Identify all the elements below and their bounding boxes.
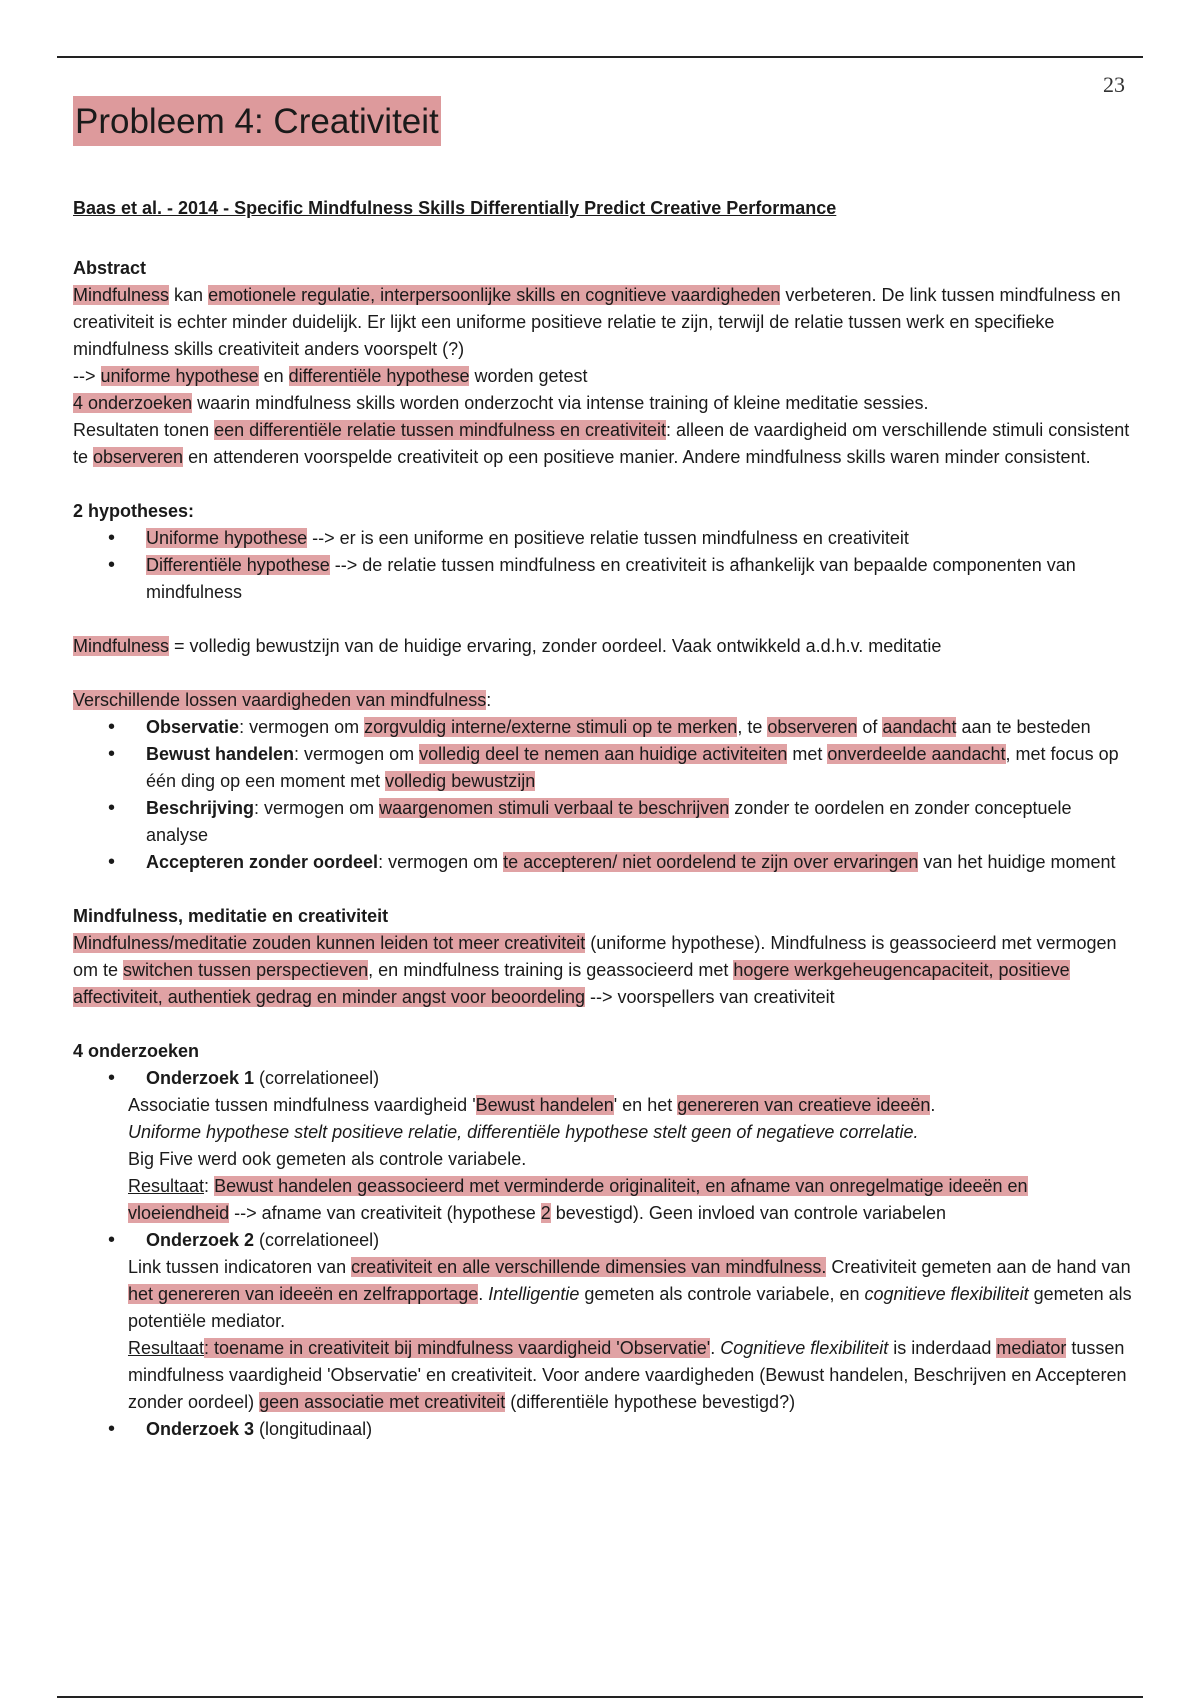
text: , te (737, 717, 768, 737)
highlight: differentiële hypothese (288, 366, 470, 386)
text: gemeten als potentiële mediator. (128, 1284, 1132, 1331)
text: . (930, 1095, 936, 1115)
study-result (128, 1335, 1133, 1416)
abstract-paragraph (73, 417, 1133, 471)
page-title: Probleem 4: Creativiteit (73, 96, 441, 146)
result-label: Resultaat (128, 1176, 205, 1196)
skills-section (73, 687, 1133, 876)
highlight: switchen tussen perspectieven (123, 960, 369, 980)
italic-text: Uniforme hypothese stelt positieve relatie, differentiële hypothese stelt geen of negatieve correlatie. (128, 1122, 919, 1142)
text: Resultaten tonen (73, 420, 215, 440)
study-line (128, 1119, 1133, 1146)
highlight: Mindfulness (73, 636, 170, 656)
text: --> (73, 366, 101, 386)
study-name: Onderzoek 1 (146, 1068, 255, 1088)
text: Creativiteit gemeten aan de hand van (826, 1257, 1131, 1277)
abstract-paragraph (73, 282, 1133, 363)
text: zonder te oordelen en zonder conceptuele analyse (146, 798, 1072, 845)
highlight: onverdeelde aandacht (827, 744, 1006, 764)
hypotheses-list (73, 525, 1133, 606)
text: (differentiële hypothese bevestigd?) (505, 1392, 796, 1412)
skill-term: Beschrijving (146, 798, 255, 818)
text: worden getest (469, 366, 588, 386)
text: (uniforme hypothese). Mindfulness is geassocieerd met vermogen om te (73, 933, 1117, 980)
skill-term: Accepteren zonder oordeel (146, 852, 379, 872)
study-type: (correlationeel) (254, 1068, 380, 1088)
text: : alleen de vaardigheid om verschillende stimuli consistent te (73, 420, 1130, 467)
studies-section (73, 1038, 1133, 1443)
text: : vermogen om (254, 798, 380, 818)
page-number: 23 (1103, 72, 1125, 97)
highlight: een differentiële relatie tussen mindfulness en creativiteit (214, 420, 667, 440)
study-type: (correlationeel) (254, 1230, 380, 1250)
text: met (787, 744, 828, 764)
text: : vermogen om (239, 717, 365, 737)
highlight: Bewust handelen (475, 1095, 614, 1115)
list-item (146, 741, 1133, 795)
study-body (128, 1092, 1133, 1227)
skills-list (73, 714, 1133, 876)
skills-heading (73, 687, 1133, 714)
highlight: observeren (767, 717, 858, 737)
text: --> er is een uniforme en positieve relatie tussen mindfulness en creativiteit (307, 528, 909, 548)
text: . (478, 1284, 489, 1304)
result-label: Resultaat (128, 1338, 205, 1358)
study-title (146, 1065, 1133, 1092)
study-line: Big Five werd ook gemeten als controle variabele. (128, 1149, 527, 1169)
text: --> afname van creativiteit (hypothese (229, 1203, 541, 1223)
abstract-paragraph (73, 363, 1133, 390)
bottom-rule (57, 1696, 1143, 1698)
list-item (146, 552, 1133, 606)
study-name: Onderzoek 3 (146, 1419, 255, 1439)
text: --> de relatie tussen mindfulness en creativiteit is afhankelijk van bepaalde componenten van mindfulness (146, 555, 1076, 602)
hypotheses-section (73, 498, 1133, 606)
text: = volledig bewustzijn van de huidige ervaring, zonder oordeel. Vaak ontwikkeld a.d.h.v. meditatie (169, 636, 942, 656)
document-content (73, 96, 1133, 1443)
text: aan te besteden (956, 717, 1091, 737)
mmc-paragraph (73, 930, 1133, 1011)
text: : (486, 690, 492, 710)
text: : (204, 1176, 215, 1196)
text: : vermogen om (378, 852, 504, 872)
hypotheses-heading: 2 hypotheses: (73, 501, 195, 521)
highlight: zorgvuldig interne/externe stimuli op te merken (364, 717, 738, 737)
skill-term: Bewust handelen (146, 744, 295, 764)
highlight: emotionele regulatie, interpersoonlijke skills en cognitieve vaardigheden (208, 285, 781, 305)
highlight: aandacht (882, 717, 957, 737)
highlight: uniforme hypothese (100, 366, 259, 386)
highlight: observeren (93, 447, 184, 467)
study-item (146, 1416, 1133, 1443)
text: van het huidige moment (918, 852, 1116, 872)
text: kan (169, 285, 209, 305)
text: en attenderen voorspelde creativiteit op een positieve manier. Andere mindfulness skills waren minder consistent. (183, 447, 1091, 467)
italic-text: Cognitieve flexibiliteit (720, 1338, 889, 1358)
article-reference: Baas et al. - 2014 - Specific Mindfulness Skills Differentially Predict Creative Performance (73, 198, 837, 218)
list-item (146, 714, 1133, 741)
list-item (146, 525, 1133, 552)
mmc-section (73, 903, 1133, 1011)
highlight: volledig bewustzijn (385, 771, 536, 791)
text: . (710, 1338, 721, 1358)
top-rule (57, 56, 1143, 58)
highlight: geen associatie met creativiteit (259, 1392, 506, 1412)
highlight: hogere werkgeheugencapaciteit, positieve affectiviteit, authentiek gedrag en minder angst voor beoordeling (73, 960, 1070, 1007)
highlight: Uniforme hypothese (146, 528, 308, 548)
text: Link tussen indicatoren van (128, 1257, 352, 1277)
highlight: waargenomen stimuli verbaal te beschrijven (379, 798, 730, 818)
definition (73, 633, 1133, 660)
studies-heading: 4 onderzoeken (73, 1041, 200, 1061)
abstract-body (73, 282, 1133, 471)
list-item (146, 795, 1133, 849)
study-type: (longitudinaal) (254, 1419, 373, 1439)
text: en (258, 366, 289, 386)
highlight: Differentiële hypothese (146, 555, 330, 575)
text: tussen mindfulness vaardigheid 'Observatie' en creativiteit. Voor andere vaardigheden (Bewust handelen, Beschrijven en Accepteren zonder oordeel) (128, 1338, 1127, 1412)
skill-term: Observatie (146, 717, 240, 737)
abstract-heading: Abstract (73, 258, 147, 278)
highlight: het genereren van ideeën en zelfrapportage (128, 1284, 479, 1304)
study-line (128, 1254, 1133, 1335)
abstract-paragraph (73, 390, 1133, 417)
text: Associatie tussen mindfulness vaardigheid ' (128, 1095, 476, 1115)
text: of (857, 717, 883, 737)
italic-text: cognitieve flexibiliteit (864, 1284, 1029, 1304)
highlight: Mindfulness/meditatie zouden kunnen leiden tot meer creativiteit (73, 933, 586, 953)
highlight: genereren van creatieve ideeën (677, 1095, 931, 1115)
text: bevestigd). Geen invloed van controle variabelen (550, 1203, 947, 1223)
text: : vermogen om (294, 744, 420, 764)
highlight: 4 onderzoeken (73, 393, 193, 413)
highlight: te accepteren/ niet oordelend te zijn over ervaringen (503, 852, 919, 872)
mmc-heading: Mindfulness, meditatie en creativiteit (73, 906, 389, 926)
highlight: Mindfulness (73, 285, 170, 305)
definition-section (73, 633, 1133, 660)
text: ' en het (613, 1095, 678, 1115)
italic-text: Intelligentie (488, 1284, 580, 1304)
highlight: creativiteit en alle verschillende dimensies van mindfulness. (351, 1257, 827, 1277)
text: --> voorspellers van creativiteit (585, 987, 835, 1007)
study-result (128, 1173, 1133, 1227)
study-item (128, 1227, 1133, 1416)
study-item (128, 1065, 1133, 1227)
study-name: Onderzoek 2 (146, 1230, 255, 1250)
study-line (128, 1092, 1133, 1119)
text: , met focus op één ding op een moment met (146, 744, 1119, 791)
list-item (146, 849, 1133, 876)
study-body (128, 1254, 1133, 1416)
text: is inderdaad (888, 1338, 997, 1358)
highlight: volledig deel te nemen aan huidige activiteiten (419, 744, 788, 764)
highlight: 2 (540, 1203, 551, 1223)
studies-list (73, 1065, 1133, 1443)
text: waarin mindfulness skills worden onderzocht via intense training of kleine meditatie sessies. (192, 393, 929, 413)
study-title (146, 1227, 1133, 1254)
highlight: Verschillende lossen vaardigheden van mindfulness (73, 690, 487, 710)
text: gemeten als controle variabele, en (579, 1284, 865, 1304)
text: verbeteren. De link tussen mindfulness en creativiteit is echter minder duidelijk. Er lijkt een uniforme positieve relatie te zijn, terwijl de relatie tussen werk en specifieke mindfulness skills creativiteit anders voorspelt (?) (73, 285, 1121, 359)
highlight: mediator (996, 1338, 1067, 1358)
text: , en mindfulness training is geassocieerd met (368, 960, 734, 980)
study-title (146, 1416, 1133, 1443)
highlight: : toename in creativiteit bij mindfulness vaardigheid 'Observatie' (204, 1338, 711, 1358)
highlight: Bewust handelen geassocieerd met verminderde originaliteit, en afname van onregelmatige ideeën en vloeiendheid (128, 1176, 1028, 1223)
